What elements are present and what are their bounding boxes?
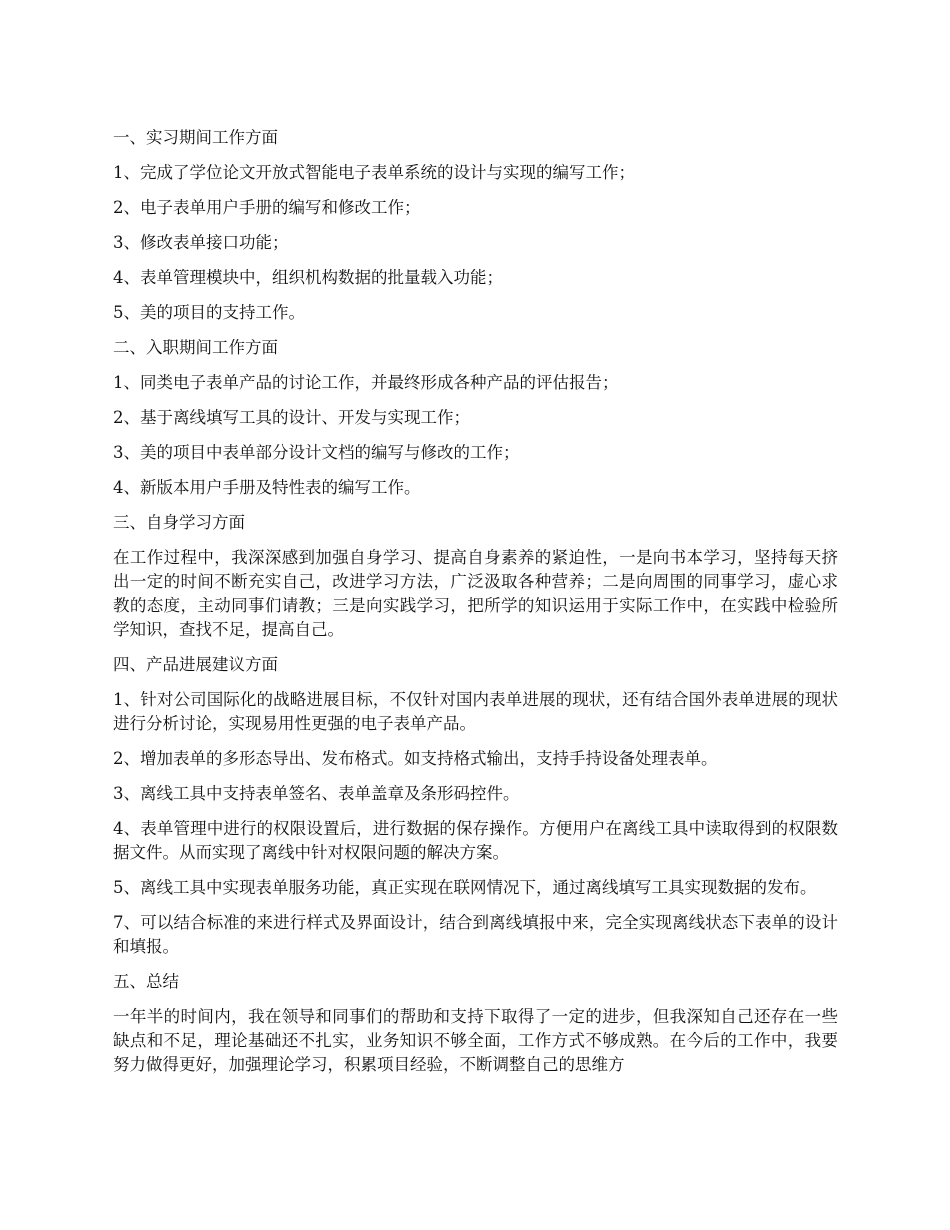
list-item: 1、针对公司国际化的战略进展目标，不仅针对国内表单进展的现状，还有结合国外表单进展的现状进行分析讨论，实现易用性更强的电子表单产品。 [113,690,838,733]
list-item: 3、修改表单接口功能； [113,233,289,252]
list-item: 5、离线工具中实现表单服务功能，真正实现在联网情况下，通过离线填写工具实现数据的发布。 [113,878,817,897]
list-item: 5、美的项目的支持工作。 [113,303,305,322]
body-paragraph: 在工作过程中，我深深感到加强自身学习、提高自身素养的紧迫性，一是向书本学习，坚持每天挤出一定的时间不断充实自己，改进学习方法，广泛汲取各种营养；二是向周围的同事学习，虚心求教的态度，主动同事们请教；三是向实践学习，把所学的知识运用于实际工作中，在实践中检验所学知识，查找不足，提高自己。 [113,548,838,639]
list-item: 7、可以结合标准的来进行样式及界面设计，结合到离线填报中来，完全实现离线状态下表单的设计和填报。 [113,913,838,956]
body-paragraph: 一年半的时间内，我在领导和同事们的帮助和支持下取得了一定的进步，但我深知自己还存在一些缺点和不足，理论基础还不扎实，业务知识不够全面，工作方式不够成熟。在今后的工作中，我要努力做得更好，加强理论学习，积累项目经验，不断调整自己的思维方 [113,1007,838,1074]
list-item: 3、美的项目中表单部分设计文档的编写与修改的工作； [113,443,520,462]
list-item: 4、表单管理模块中，组织机构数据的批量载入功能； [113,268,503,287]
list-item: 1、同类电子表单产品的讨论工作，并最终形成各种产品的评估报告； [113,373,619,392]
list-item: 4、新版本用户手册及特性表的编写工作。 [113,478,421,497]
list-item: 2、电子表单用户手册的编写和修改工作； [113,198,421,217]
document-page [113,126,838,1088]
section-heading: 三、自身学习方面 [113,513,245,532]
list-item: 4、表单管理中进行的权限设置后，进行数据的保存操作。方便用户在离线工具中读取得到的权限数据文件。从而实现了离线中针对权限问题的解决方案。 [113,819,838,862]
section-heading: 一、实习期间工作方面 [113,128,278,147]
list-item: 3、离线工具中支持表单签名、表单盖章及条形码控件。 [113,784,520,803]
section-heading: 二、入职期间工作方面 [113,338,278,357]
list-item: 2、增加表单的多形态导出、发布格式。如支持格式输出，支持手持设备处理表单。 [113,749,718,768]
section-heading: 四、产品进展建议方面 [113,655,278,674]
section-heading: 五、总结 [113,972,179,991]
list-item: 2、基于离线填写工具的设计、开发与实现工作； [113,408,470,427]
list-item: 1、完成了学位论文开放式智能电子表单系统的设计与实现的编写工作； [113,163,635,182]
